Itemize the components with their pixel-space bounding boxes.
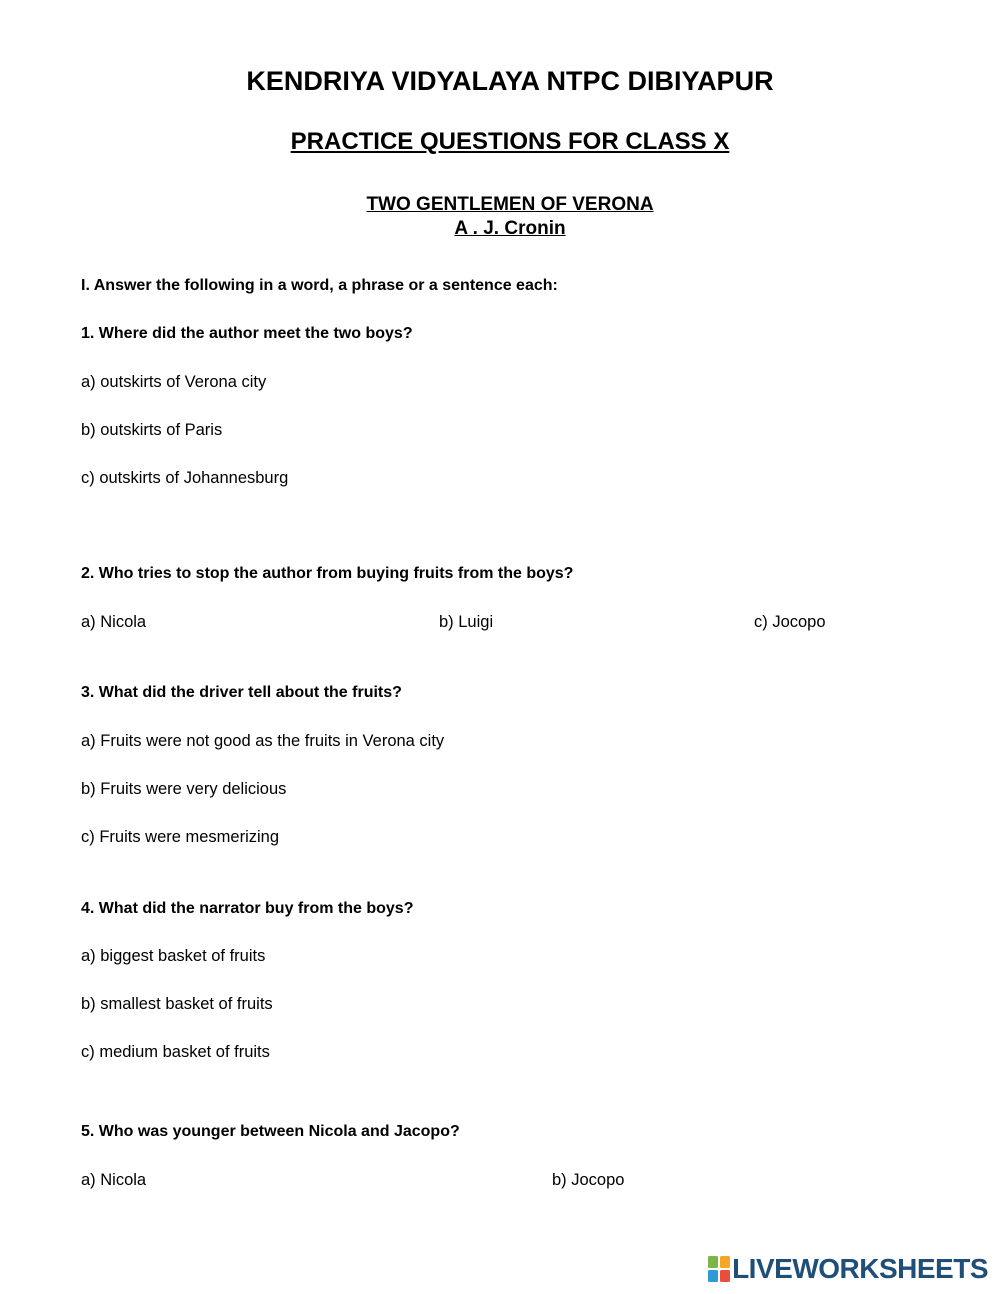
question-3-option-c: c) Fruits were mesmerizing <box>81 828 280 846</box>
school-name: KENDRIYA VIDYALAYA NTPC DIBIYAPUR <box>246 66 774 96</box>
question-4-option-c: c) medium basket of fruits <box>81 1043 270 1061</box>
question-3: 3. What did the driver tell about the fruits? <box>81 684 402 701</box>
question-3-option-a: a) Fruits were not good as the fruits in Verona city <box>81 732 445 750</box>
question-5: 5. Who was younger between Nicola and Jacopo? <box>81 1123 460 1140</box>
chapter-author: A . J. Cronin <box>454 218 566 239</box>
section-instruction: I. Answer the following in a word, a phrase or a sentence each: <box>81 277 558 294</box>
question-3-option-b: b) Fruits were very delicious <box>81 780 287 798</box>
liveworksheets-logo <box>708 1253 988 1285</box>
question-2-option-c: c) Jocopo <box>754 613 826 631</box>
question-4-option-a: a) biggest basket of fruits <box>81 947 266 965</box>
question-5-option-b: b) Jocopo <box>552 1171 625 1189</box>
liveworksheets-logo-icon <box>708 1256 730 1282</box>
question-1-option-b: b) outskirts of Paris <box>81 421 223 439</box>
question-2-option-a: a) Nicola <box>81 613 147 631</box>
worksheet-title: PRACTICE QUESTIONS FOR CLASS X <box>290 128 730 155</box>
question-4: 4. What did the narrator buy from the boys? <box>81 900 414 917</box>
question-1-option-c: c) outskirts of Johannesburg <box>81 469 289 487</box>
question-4-option-b: b) smallest basket of fruits <box>81 995 273 1013</box>
chapter-title: TWO GENTLEMEN OF VERONA <box>366 194 654 215</box>
question-5-option-a: a) Nicola <box>81 1171 147 1189</box>
question-1-option-a: a) outskirts of Verona city <box>81 373 267 391</box>
question-1: 1. Where did the author meet the two boys? <box>81 325 413 342</box>
question-2-option-b: b) Luigi <box>439 613 494 631</box>
liveworksheets-wordmark: LIVEWORKSHEETS <box>732 1253 988 1284</box>
question-2: 2. Who tries to stop the author from buying fruits from the boys? <box>81 565 574 582</box>
